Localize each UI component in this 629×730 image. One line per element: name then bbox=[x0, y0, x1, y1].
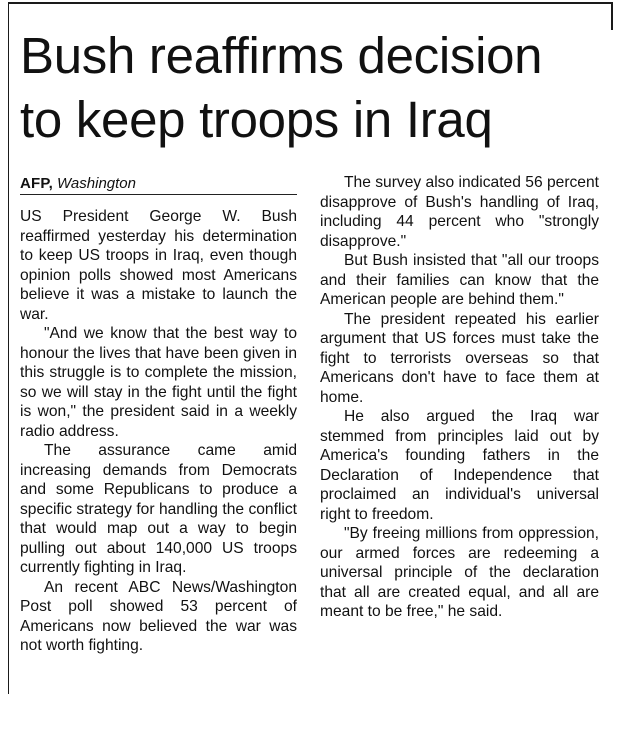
left-border-rule bbox=[8, 2, 9, 694]
top-border-rule bbox=[8, 2, 611, 4]
article-paragraph: The president repeated his earlier argument that US forces must take the fight to terrorists overseas so that Americans don't have to face them at home. bbox=[320, 310, 599, 406]
article-column-right bbox=[320, 173, 599, 622]
article-paragraph: "And we know that the best way to honour the lives that have been given in this struggle is to complete the mission, so we will stay in the fight until the fight is won," the president said in a weekly radio address. bbox=[20, 325, 297, 440]
article-paragraph: US President George W. Bush reaffirmed yesterday his determination to keep US troops in Iraq, even though opinion polls showed most Americans believe it was a mistake to launch the war. bbox=[20, 208, 297, 323]
headline-line-1: Bush reaffirms decision bbox=[20, 27, 543, 84]
article-paragraph: He also argued the Iraq war stemmed from principles laid out by America's founding fathers in the Declaration of Independence that proclaimed an individual's universal right to freedom. bbox=[320, 408, 599, 523]
article-paragraph: But Bush insisted that "all our troops and their families can know that the American people are behind them." bbox=[320, 252, 599, 308]
article-paragraph: The survey also indicated 56 percent disapprove of Bush's handling of Iraq, including 44 percent who "strongly disapprove." bbox=[320, 174, 599, 250]
article-paragraph: The assurance came amid increasing demands from Democrats and some Republicans to produce a specific strategy for handling the conflict that would map out a way to begin pulling out about 140,000 US troops currently fighting in Iraq. bbox=[20, 442, 297, 576]
article-paragraph: An recent ABC News/Washington Post poll showed 53 percent of Americans now believed the war was not worth fighting. bbox=[20, 578, 297, 654]
right-border-tick bbox=[611, 2, 613, 30]
headline-line-2: to keep troops in Iraq bbox=[20, 91, 493, 148]
byline bbox=[20, 174, 297, 195]
byline-agency: AFP, bbox=[20, 175, 54, 192]
headline bbox=[20, 24, 610, 152]
byline-location: Washington bbox=[57, 175, 136, 192]
article-paragraph: "By freeing millions from oppression, our armed forces are redeeming a universal principle of the declaration that all are created equal, and all are meant to be free," he said. bbox=[320, 525, 599, 620]
article-column-left bbox=[20, 174, 297, 656]
